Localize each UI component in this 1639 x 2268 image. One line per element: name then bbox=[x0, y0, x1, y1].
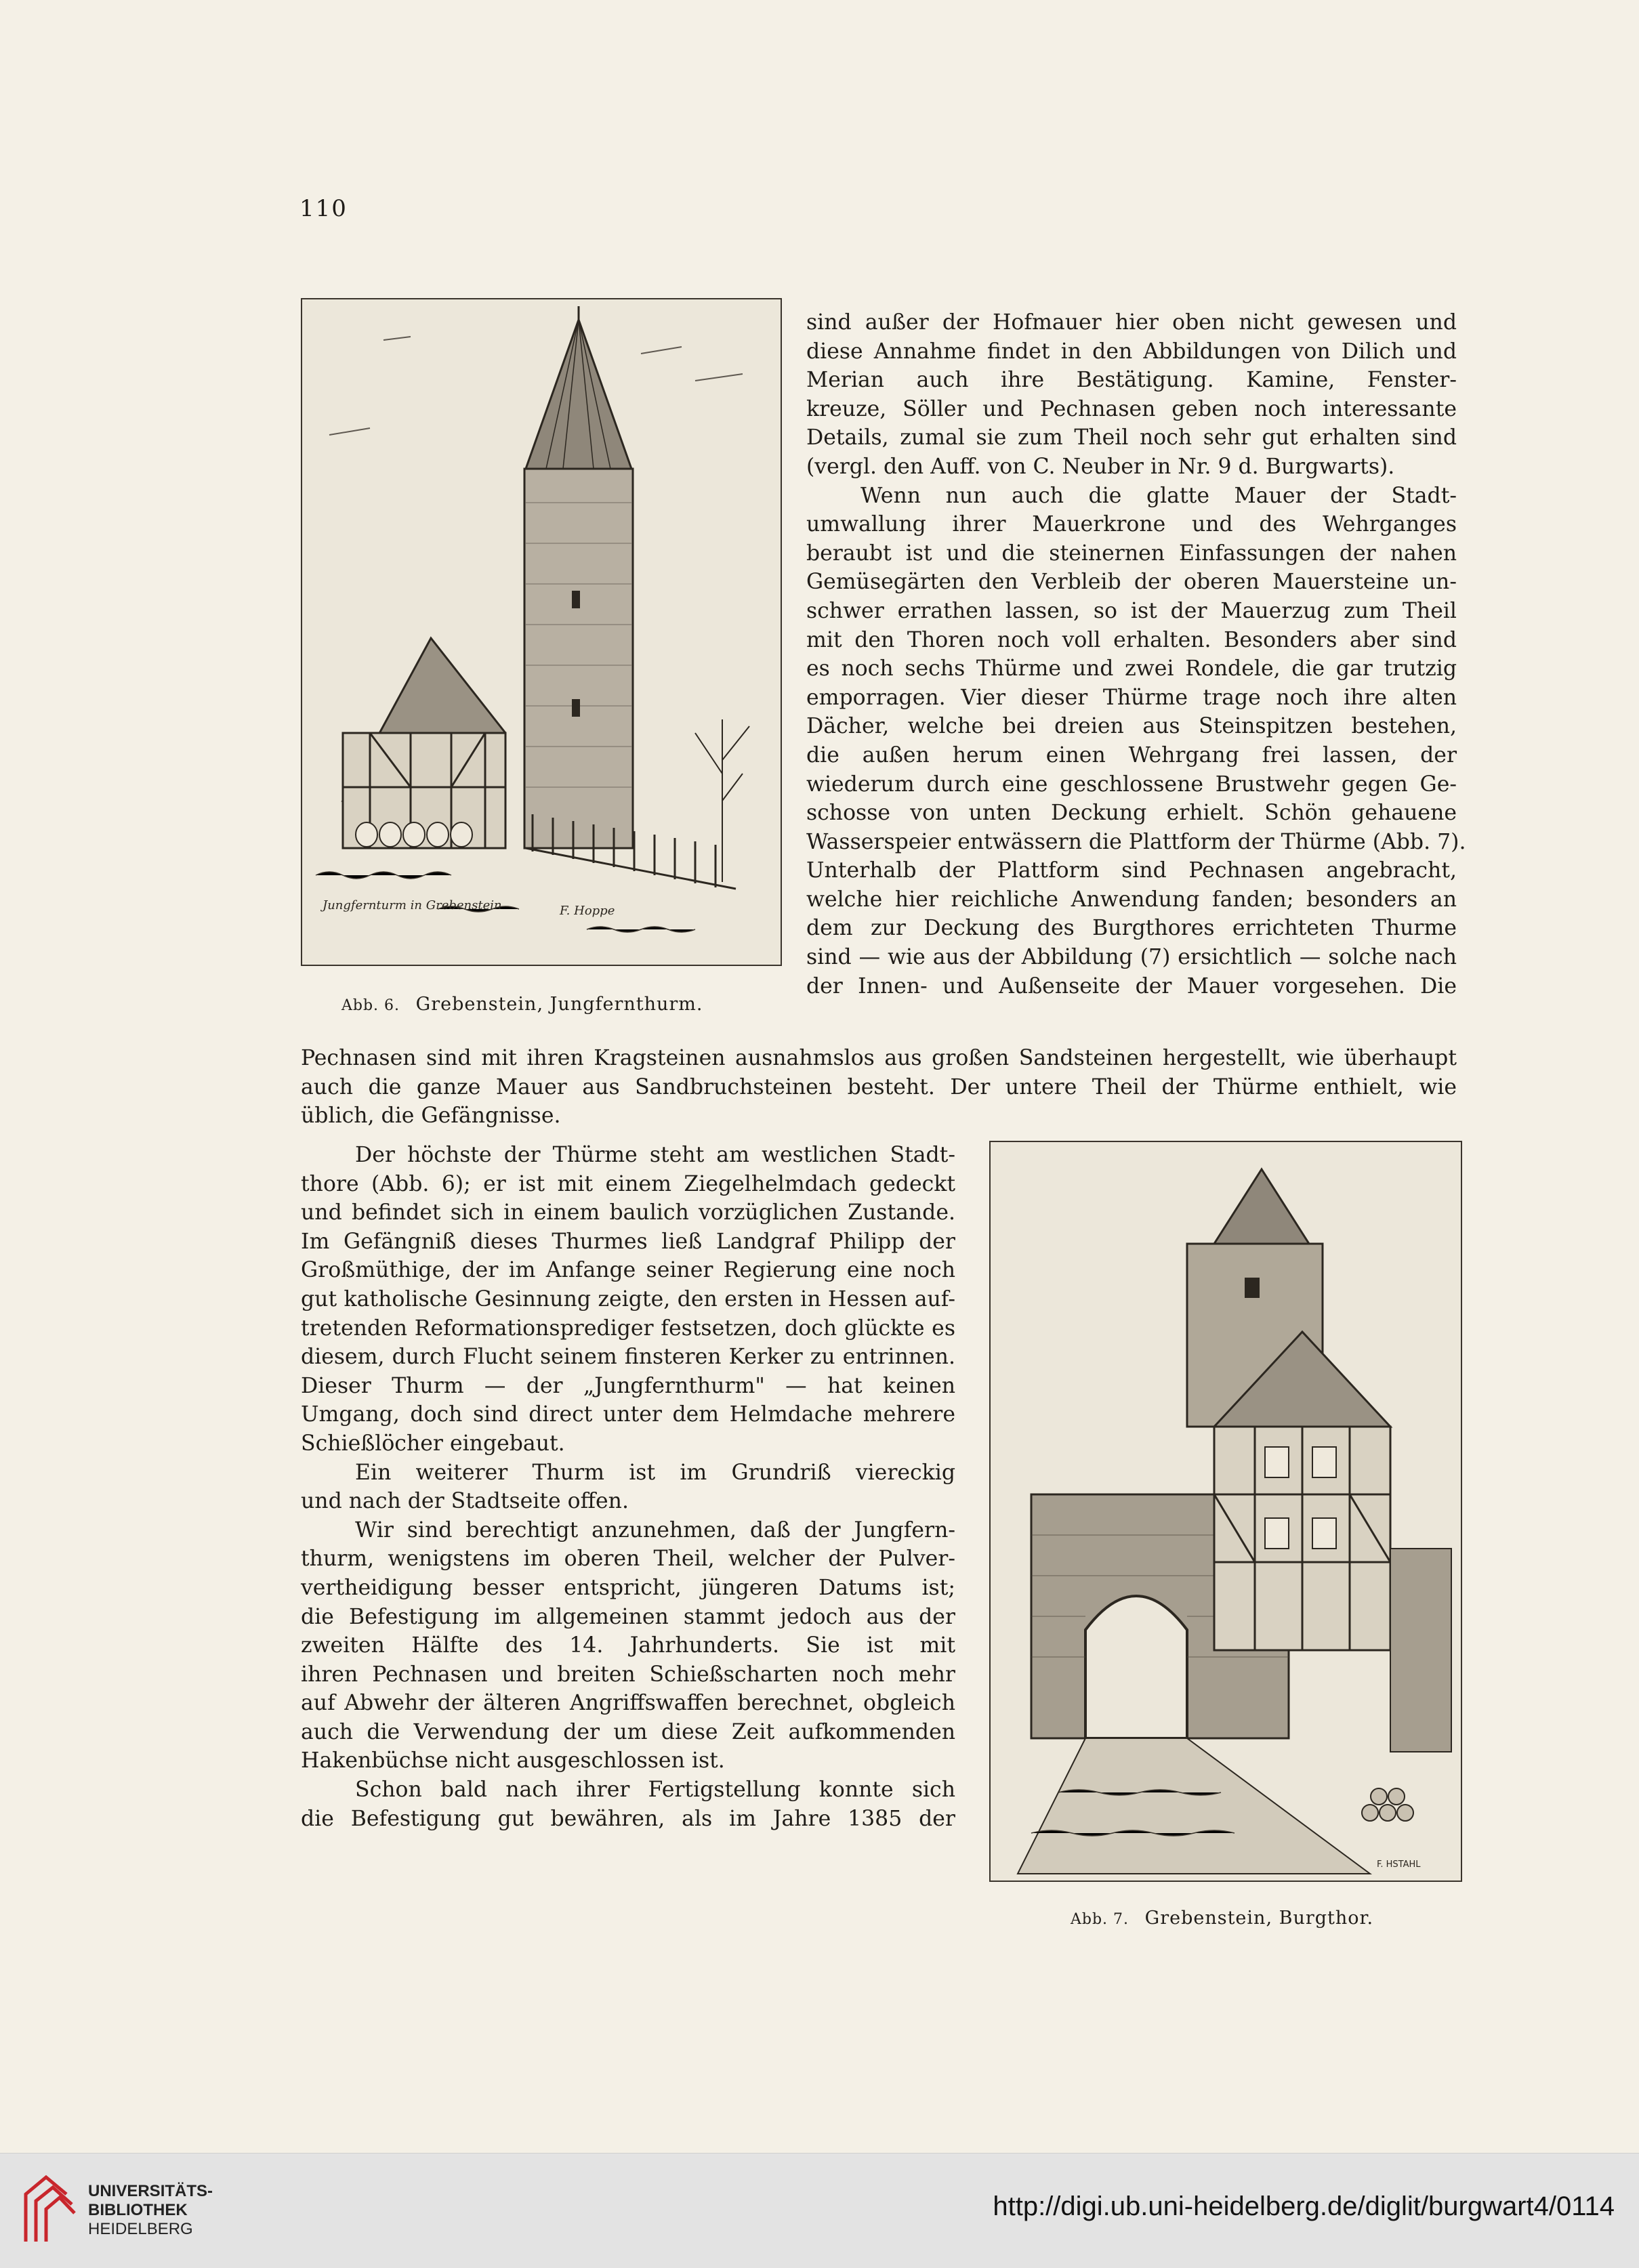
text-line: Wasserspeier entwässern die Plattform der Thürme (Abb. 7). bbox=[806, 829, 1466, 854]
text-line: diese Annahme findet in den Abbildungen von Dilich und bbox=[806, 339, 1457, 364]
text-line: Hakenbüchse nicht ausgeschlossen ist. bbox=[301, 1748, 725, 1773]
text-line: schosse von unten Deckung erhielt. Schön gehauene bbox=[806, 801, 1457, 826]
text-line: Ein weiterer Thurm ist im Grundriß viereckig bbox=[355, 1460, 955, 1485]
text-line: der Innen- und Außenseite der Mauer vorgesehen. Die bbox=[806, 973, 1457, 999]
text-line: tretenden Reformationsprediger festsetzen, doch glückte es bbox=[301, 1316, 955, 1341]
figure-6-illustration bbox=[301, 298, 782, 966]
text-line: Gemüsegärten den Verbleib der oberen Mauersteine un- bbox=[806, 570, 1457, 595]
text-line: beraubt ist und die steinernen Einfassungen der nahen bbox=[806, 541, 1457, 566]
library-name bbox=[88, 2182, 213, 2239]
gate-arch-shape bbox=[1085, 1596, 1187, 1738]
figure-7-caption-text: Grebenstein, Burgthor. bbox=[1144, 1908, 1374, 1929]
library-name-line3: HEIDELBERG bbox=[88, 2220, 193, 2238]
tower-body-shape bbox=[524, 469, 633, 848]
library-logo-icon bbox=[19, 2167, 80, 2251]
figure-7-caption bbox=[1071, 1908, 1373, 1929]
text-line: und befindet sich in einem baulich vorzüglichen Zustande. bbox=[301, 1200, 955, 1225]
text-line: emporragen. Vier dieser Thürme trage noch ihre alten bbox=[806, 685, 1457, 710]
text-line: Großmüthige, der im Anfange seiner Regierung eine noch bbox=[301, 1258, 955, 1283]
text-line: sind — wie aus der Abbildung (7) ersichtlich — solche nach bbox=[806, 945, 1457, 970]
text-line: und nach der Stadtseite offen. bbox=[301, 1489, 629, 1514]
text-line: Wenn nun auch die glatte Mauer der Stadt- bbox=[860, 483, 1457, 508]
text-line: es noch sechs Thürme und zwei Rondele, die gar trutzig bbox=[806, 656, 1457, 681]
full-width-text bbox=[301, 1044, 1457, 1131]
text-line: auf Abwehr der älteren Angriffswaffen berechnet, obgleich bbox=[301, 1691, 955, 1716]
figure-6-caption-number: Abb. 6. bbox=[341, 997, 400, 1014]
text-line: diesem, durch Flucht seinem finsteren Kerker zu entrinnen. bbox=[301, 1345, 955, 1370]
text-line: schwer errathen lassen, so ist der Mauerzug zum Theil bbox=[806, 598, 1457, 623]
right-column-text bbox=[806, 308, 1466, 1001]
text-line: Pechnasen sind mit ihren Kragsteinen ausnahmslos aus großen Sandsteinen hergestellt, wie überhaupt bbox=[301, 1046, 1457, 1070]
text-line: die Befestigung gut bewähren, als im Jahre 1385 der bbox=[301, 1806, 955, 1831]
text-line: auch die Verwendung der um diese Zeit aufkommenden bbox=[301, 1719, 955, 1744]
artist-signature-6: F. Hoppe bbox=[560, 904, 615, 918]
figure-6-caption bbox=[341, 994, 703, 1015]
text-line: üblich, die Gefängnisse. bbox=[301, 1104, 561, 1129]
left-column-text bbox=[301, 1141, 955, 1833]
text-line: gut katholische Gesinnung zeigte, den ersten in Hessen auf- bbox=[301, 1286, 955, 1311]
text-line: Schon bald nach ihrer Fertigstellung konnte sich bbox=[355, 1778, 955, 1803]
text-line: wiederum durch eine geschlossene Brustwehr gegen Ge- bbox=[806, 772, 1457, 797]
text-line: Unterhalb der Plattform sind Pechnasen angebracht, bbox=[806, 858, 1457, 883]
gate-sketch bbox=[991, 1142, 1461, 1881]
text-line: Details, zumal sie zum Theil noch sehr gut erhalten sind bbox=[806, 425, 1457, 450]
library-name-line2: BIBLIOTHEK bbox=[88, 2201, 188, 2219]
figure-7-illustration bbox=[989, 1141, 1462, 1882]
tower-sketch bbox=[302, 299, 781, 965]
page-number: 110 bbox=[299, 195, 348, 222]
footer-banner bbox=[0, 2153, 1639, 2268]
text-line: die außen herum einen Wehrgang frei lassen, der bbox=[806, 742, 1457, 768]
text-line: ihren Pechnasen und breiten Schießscharten noch mehr bbox=[301, 1662, 955, 1687]
text-line: Dieser Thurm — der „Jungfernthurm" — hat keinen bbox=[301, 1373, 955, 1398]
text-line: dem zur Deckung des Burgthores errichteten Thurme bbox=[806, 916, 1457, 941]
text-line: Der höchste der Thürme steht am westlichen Stadt- bbox=[355, 1143, 955, 1167]
library-name-line1: UNIVERSITÄTS- bbox=[88, 2182, 213, 2200]
text-line: zweiten Hälfte des 14. Jahrhunderts. Sie ist mit bbox=[301, 1633, 955, 1658]
text-line: umwallung ihrer Mauerkrone und des Wehrganges bbox=[806, 512, 1457, 537]
text-line: thore (Abb. 6); er ist mit einem Ziegelhelmdach gedeckt bbox=[301, 1171, 955, 1196]
text-line: Wir sind berechtigt anzunehmen, daß der Jungfern- bbox=[355, 1517, 955, 1542]
text-line: welche hier reichliche Anwendung fanden; besonders an bbox=[806, 887, 1457, 912]
text-line: Schießlöcher eingebaut. bbox=[301, 1431, 565, 1456]
text-line: vertheidigung besser entspricht, jüngeren Datums ist; bbox=[301, 1575, 955, 1600]
text-line: kreuze, Söller und Pechnasen geben noch interessante bbox=[806, 396, 1457, 421]
text-line: Umgang, doch sind direct unter dem Helmdache mehrere bbox=[301, 1402, 955, 1427]
text-line: Dächer, welche bei dreien aus Steinspitzen bestehen, bbox=[806, 714, 1457, 739]
figure-7-caption-number: Abb. 7. bbox=[1071, 1911, 1129, 1928]
text-line: mit den Thoren noch voll erhalten. Besonders aber sind bbox=[806, 627, 1457, 652]
source-url-link[interactable]: http://digi.ub.uni-heidelberg.de/diglit/burgwart4/0114 bbox=[993, 2191, 1615, 2221]
text-line: Im Gefängniß dieses Thurmes ließ Landgraf Philipp der bbox=[301, 1229, 955, 1254]
figure-6-caption-text: Grebenstein, Jungfernthurm. bbox=[415, 994, 703, 1015]
artist-signature-7: F. HSTAHL bbox=[1377, 1860, 1421, 1870]
text-line: die Befestigung im allgemeinen stammt jedoch aus der bbox=[301, 1604, 955, 1629]
text-line: thurm, wenigstens im oberen Theil, welcher der Pulver- bbox=[301, 1547, 955, 1572]
text-line: (vergl. den Auff. von C. Neuber in Nr. 9 d. Burgwarts). bbox=[806, 454, 1395, 479]
text-line: sind außer der Hofmauer hier oben nicht gewesen und bbox=[806, 310, 1457, 335]
text-line: Merian auch ihre Bestätigung. Kamine, Fenster- bbox=[806, 368, 1457, 393]
text-line: auch die ganze Mauer aus Sandbruchsteinen besteht. Der untere Theil der Thürme enthielt, wie bbox=[301, 1074, 1457, 1099]
sketch-inscription: Jungfernturm in Grebenstein bbox=[323, 898, 502, 912]
